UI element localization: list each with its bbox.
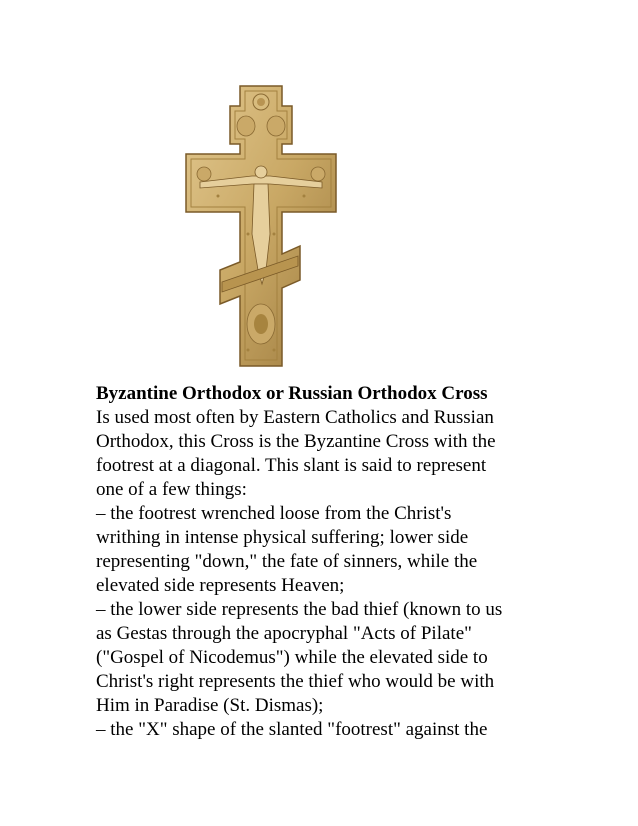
article-title: Byzantine Orthodox or Russian Orthodox Cross [96, 383, 488, 404]
article-line: Is used most often by Eastern Catholics and Russian [96, 407, 494, 428]
cross-illustration [178, 84, 344, 368]
article-line: – the "X" shape of the slanted "footrest" against the [96, 719, 488, 740]
article-line: – the lower side represents the bad thief (known to us [96, 599, 503, 620]
article-line: representing "down," the fate of sinners, while the [96, 551, 478, 572]
article-line: elevated side represents Heaven; [96, 575, 345, 596]
article-line: writhing in intense physical suffering; lower side [96, 527, 469, 548]
article-line: Him in Paradise (St. Dismas); [96, 695, 324, 716]
article-line: footrest at a diagonal. This slant is said to represent [96, 455, 487, 476]
article-line: as Gestas through the apocryphal "Acts of Pilate" [96, 623, 472, 644]
article-line: Christ's right represents the thief who would be with [96, 671, 495, 692]
article-line: Orthodox, this Cross is the Byzantine Cross with the [96, 431, 496, 452]
orthodox-cross-image [178, 84, 344, 368]
article-line: – the footrest wrenched loose from the Christ's [96, 503, 452, 524]
article-line: one of a few things: [96, 479, 247, 500]
article-text [96, 382, 576, 742]
article-line: ("Gospel of Nicodemus") while the elevated side to [96, 647, 488, 668]
